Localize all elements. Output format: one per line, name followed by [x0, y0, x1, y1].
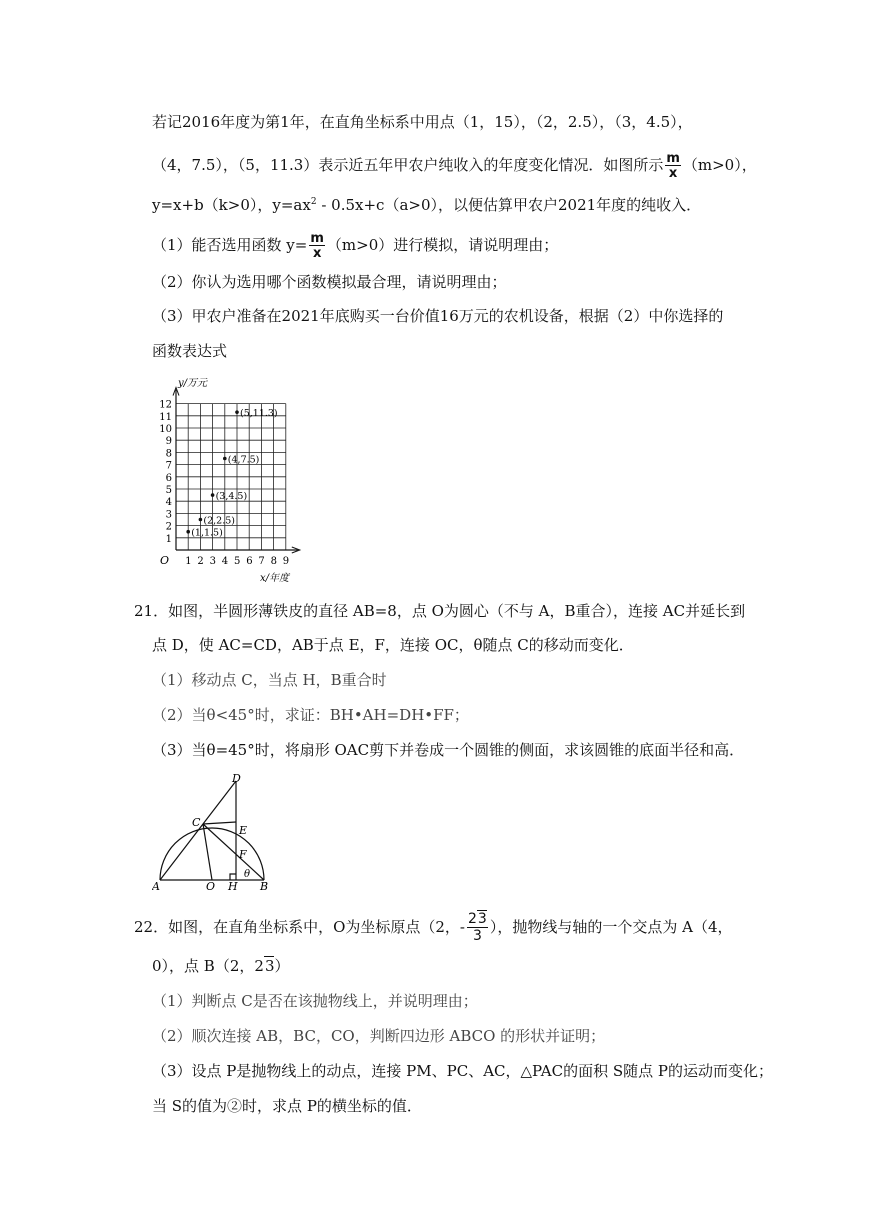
y-tick-label: 9 [165, 436, 172, 448]
x-tick-label: 8 [270, 556, 277, 567]
data-point [235, 410, 239, 414]
intro-line-3 [152, 192, 701, 215]
q21-line-2: 点 D，使 AC=CD，AB于点 E，F，连接 OC，θ随点 C的移动而变化． [152, 636, 634, 654]
q20-part-2: （2）你认为选用哪个函数模拟最合理，请说明理由； [152, 273, 507, 291]
fraction-m-over-x: $\frac{m}{x}$ [666, 151, 680, 181]
superscript-2: 2 [310, 197, 317, 207]
q22-line-2-a: 0），点 B（2，2 [152, 957, 264, 975]
label-D: D [232, 772, 241, 785]
intro-line-2-text: （4，7.5），（5，11.3）表示近五年甲农户纯收入的年度变化情况．如图所示 [152, 156, 664, 174]
sqrt-3: 3 [264, 957, 275, 975]
intro-line-3-b: - 0.5x+c（a>0），以便估算甲农户2021年度的纯收入． [316, 196, 702, 214]
data-point [223, 457, 227, 461]
intro-line-1: 若记2016年度为第1年，在直角坐标系中用点（1，15），（2，2.5），（3，4.5）， [152, 113, 693, 131]
y-tick-label: 1 [165, 533, 172, 545]
segment-CE [203, 822, 236, 824]
y-tick-label: 11 [159, 411, 172, 423]
label-E: E [239, 824, 248, 837]
label-H: H [228, 880, 238, 892]
label-C: C [192, 816, 201, 829]
label-O: O [206, 880, 216, 892]
fraction-m-over-x-2: $\frac{m}{x}$ [310, 231, 324, 261]
y-tick-label: 5 [165, 485, 172, 496]
q22-line-1 [134, 912, 733, 944]
x-tick-label: 3 [209, 556, 216, 567]
chart-ticks [159, 400, 289, 567]
y-tick-label: 7 [165, 460, 172, 472]
q21-part-1: （1）移动点 C，当点 H，B重合时 [152, 671, 387, 689]
segment-OC [203, 824, 212, 880]
y-tick-label: 2 [165, 521, 172, 533]
x-tick-label: 6 [246, 556, 253, 567]
intro-line-2-cond: （m>0）， [682, 156, 757, 174]
x-tick-label: 4 [221, 556, 229, 567]
y-tick-label: 3 [165, 509, 172, 521]
q22-line-1-b: ），抛物线与轴的一个交点为 A（4， [489, 918, 733, 936]
y-tick-label: 4 [165, 497, 172, 509]
data-point-label: (1,1.5) [191, 527, 223, 539]
q21-line-1: 21．如图，半圆形薄铁皮的直径 AB=8，点 O为圆心（不与 A，B重合），连接 AC并延长到 [134, 602, 746, 620]
q20-part-3-cont: 函数表达式 [152, 342, 228, 360]
label-F: F [239, 848, 247, 861]
q22-line-2 [152, 956, 290, 976]
label-theta: θ [244, 869, 251, 880]
data-point-label: (3,4.5) [215, 491, 248, 503]
q21-part-3: （3）当θ=45°时，将扇形 OAC剪下并卷成一个圆锥的侧面，求该圆锥的底面半径和高． [152, 741, 745, 759]
q22-part-1: （1）判断点 C是否在该抛物线上，并说明理由； [152, 992, 478, 1010]
q22-part-4: 当 S的值为②时，求点 P的横坐标的值． [152, 1097, 422, 1115]
y-tick-label: 10 [159, 424, 172, 435]
label-B: B [260, 880, 269, 892]
y-tick-label: 6 [165, 472, 172, 484]
q20-part-1-a: （1）能否选用函数 y= [152, 236, 308, 254]
q22-part-3: （3）设点 P是抛物线上的动点，连接 PM、PC、AC，△PAC的面积 S随点 P的运动而变化； [152, 1062, 773, 1080]
semicircle-figure [152, 772, 282, 892]
segment-AD [160, 781, 236, 880]
data-point-label: (4,7.5) [227, 454, 260, 466]
q21-part-2: （2）当θ<45°时，求证：BH•AH=DH•FF； [152, 706, 469, 724]
q20-part-1 [152, 232, 558, 260]
data-point [199, 518, 203, 522]
q20-part-3: （3）甲农户准备在2021年底购买一台价值16万元的农机设备，根据（2）中你选择的 [152, 307, 724, 325]
intro-line-2 [152, 152, 757, 180]
data-point [186, 530, 190, 534]
fraction-2sqrt3-over-3: $\frac{23}{3}$ [468, 911, 487, 944]
x-tick-label: 5 [234, 556, 241, 567]
x-axis-label: x/年度 [260, 573, 290, 584]
q22-line-1-a: 22．如图，在直角坐标系中，O为坐标原点（2，- [134, 918, 465, 936]
label-A: A [152, 880, 160, 892]
q20-part-1-b: （m>0）进行模拟，请说明理由； [326, 236, 559, 254]
x-tick-label: 1 [185, 556, 192, 567]
y-tick-label: 8 [165, 448, 172, 460]
x-tick-label: 9 [282, 556, 290, 567]
scatter-chart [150, 374, 310, 586]
intro-line-3-a: y=x+b（k>0），y=ax [152, 196, 311, 214]
x-tick-label: 2 [197, 556, 204, 567]
y-tick-label: 12 [159, 399, 172, 411]
origin-label: O [160, 554, 170, 567]
data-point [211, 493, 215, 497]
data-point-label: (2,2.5) [203, 515, 235, 527]
q22-part-2: （2）顺次连接 AB，BC，CO，判断四边形 ABCO 的形状并证明； [152, 1027, 606, 1045]
data-point-label: (5,11.3) [240, 408, 278, 420]
q22-line-2-b: ） [274, 957, 290, 975]
x-tick-label: 7 [258, 556, 265, 567]
y-axis-label: y/万元 [178, 378, 208, 389]
